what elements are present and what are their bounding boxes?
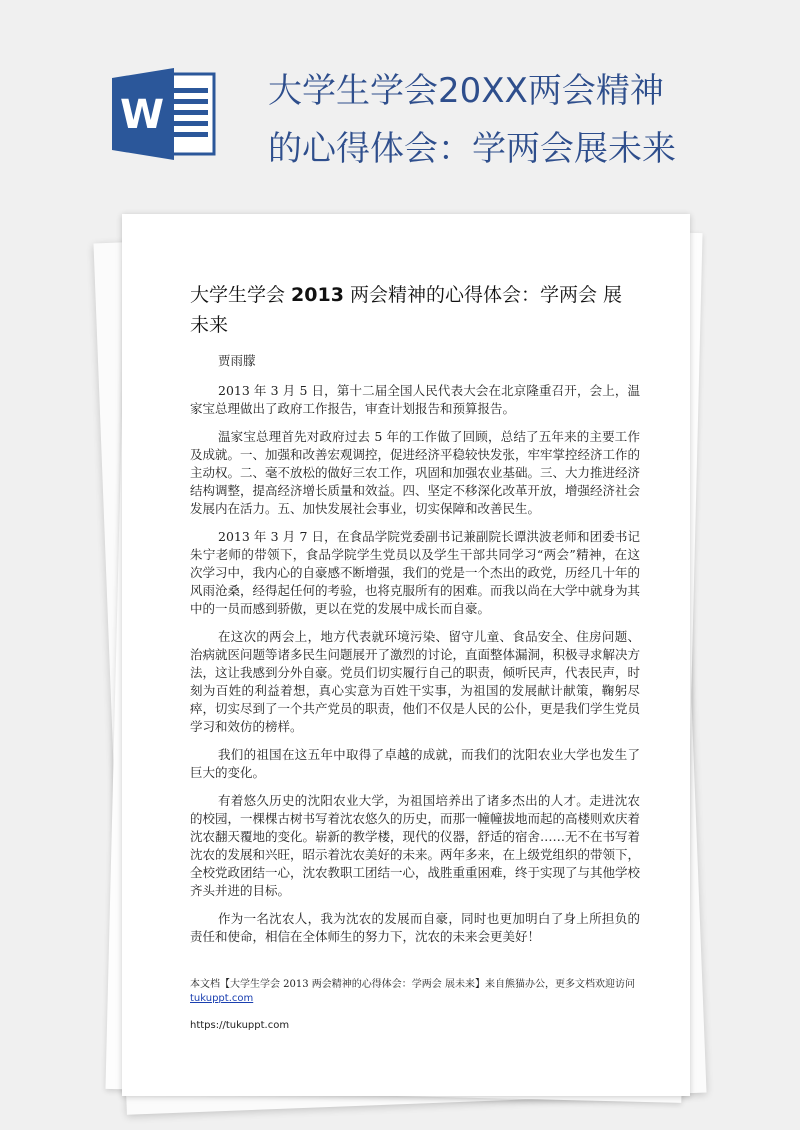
document-page bbox=[122, 214, 690, 1096]
document-title-suffix: 两会精神的心得体会：学两会 展未来 bbox=[190, 284, 623, 336]
word-icon-letter: W bbox=[119, 92, 165, 138]
page-title-line1: 大学生学会20XX两会精神 bbox=[268, 71, 664, 111]
paragraph-4: 在这次的两会上，地方代表就环境污染、留守儿童、食品安全、住房问题、治病就医问题等诸多民生问题展开了激烈的讨论，直面整体漏洞，积极寻求解决方法，这让我感到分外自豪。党员们切实履行自己的职责，倾听民声，代表民声，时刻为百姓的利益着想，真心实意为百姓干实事，为祖国的发展献计献策，鞠躬尽瘁，切实尽到了一个共产党员的职责，他们不仅是人民的公仆，更是我们学生党员学习和效仿的榜样。 bbox=[190, 629, 641, 734]
paragraph-6: 有着悠久历史的沈阳农业大学，为祖国培养出了诸多杰出的人才。走进沈农的校园，一棵棵古树书写着沈农悠久的历史，而那一幢幢拔地而起的高楼则欢庆着沈农翻天覆地的变化。崭新的教学楼，现代的仪器，舒适的宿舍……无不在书写着沈农的发展和兴旺，昭示着沈农美好的未来。两年多来，在上级党组织的带领下，全校党政团结一心，沈农教职工团结一心，战胜重重困难，终于实现了与其他学校齐头并进的目标。 bbox=[190, 793, 641, 898]
document-body bbox=[190, 352, 640, 956]
source-note bbox=[190, 978, 660, 1006]
paragraph-3: 2013 年 3 月 7 日，在食品学院党委副书记兼副院长谭洪波老师和团委书记朱宁老师的带领下，食品学院学生党员以及学生干部共同学习“两会”精神，在这次学习中，我内心的自豪感不断增强，我们的党是一个杰出的政党，历经几十年的风雨沧桑，经得起任何的考验，也将克服所有的困难。而我以尚在大学中就身为其中的一员而感到骄傲，更以在党的发展中成长而自豪。 bbox=[190, 529, 641, 616]
page-header bbox=[0, 0, 800, 200]
page-title-line2: 的心得体会：学两会展未来 bbox=[268, 129, 676, 169]
paragraph-5: 我们的祖国在这五年中取得了卓越的成就，而我们的沈阳农业大学也发生了巨大的变化。 bbox=[190, 747, 640, 780]
page-title bbox=[268, 62, 768, 178]
source-link[interactable]: tukuppt.com bbox=[190, 993, 254, 1004]
document-title-year: 2013 bbox=[291, 284, 344, 306]
document-author: 贾雨朦 bbox=[218, 353, 256, 368]
document-title bbox=[190, 280, 640, 340]
paragraph-7: 作为一名沈农人，我为沈农的发展而自豪，同时也更加明白了身上所担负的责任和使命，相信在全体师生的努力下，沈农的未来会更美好！ bbox=[190, 911, 640, 944]
source-note-text: 本文档【大学生学会 2013 两会精神的心得体会：学两会 展未来】来自熊猫办公，更多文档欢迎访问 bbox=[190, 979, 635, 990]
paragraph-1: 2013 年 3 月 5 日，第十二届全国人民代表大会在北京隆重召开，会上，温家宝总理做出了政府工作报告，审查计划报告和预算报告。 bbox=[190, 383, 640, 416]
footer-url[interactable]: https://tukuppt.com bbox=[190, 1020, 290, 1031]
paragraph-2: 温家宝总理首先对政府过去 5 年的工作做了回顾，总结了五年来的主要工作及成就。一、加强和改善宏观调控，促进经济平稳较快发张，牢牢掌控经济工作的主动权。二、毫不放松的做好三农工作，巩固和加强农业基础。三、大力推进经济结构调整，提高经济增长质量和效益。四、坚定不移深化改革开放，增强经济社会发展内在活力。五、加快发展社会事业，切实保障和改善民生。 bbox=[190, 429, 641, 516]
word-document-icon bbox=[112, 68, 216, 160]
document-title-prefix: 大学生学会 bbox=[190, 284, 292, 306]
